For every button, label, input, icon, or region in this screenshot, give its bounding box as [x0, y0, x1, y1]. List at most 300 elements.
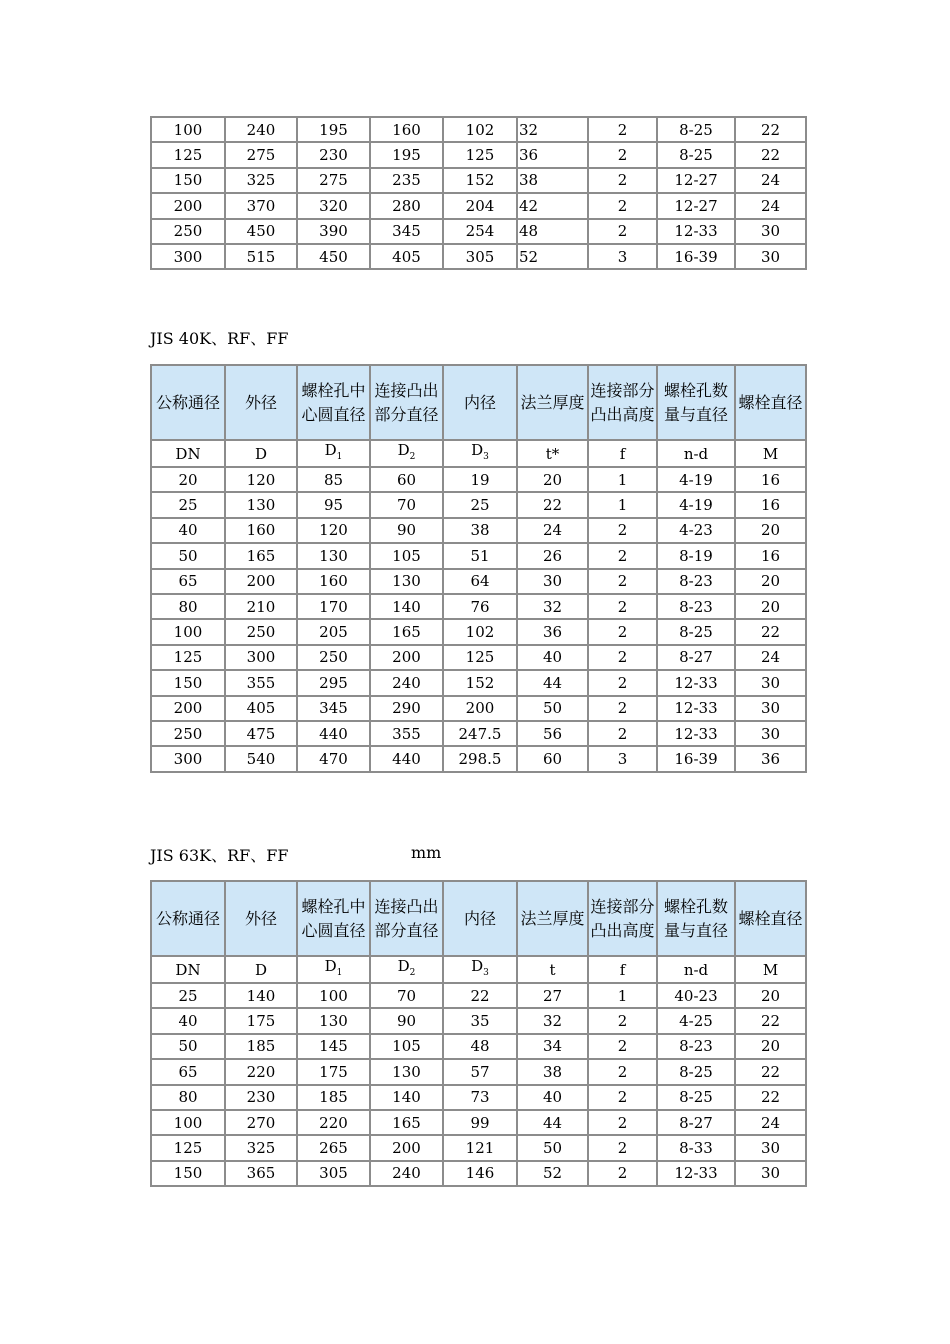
table-cell: 140: [225, 983, 297, 1008]
table-cell: 24: [735, 1110, 806, 1135]
table-cell: 170: [297, 594, 370, 619]
table-cell: 22: [735, 619, 806, 644]
table-cell: 130: [297, 543, 370, 568]
header-cell: 公称通径: [151, 881, 225, 956]
table-cell: 275: [225, 142, 297, 167]
table-cell: 2: [588, 1161, 657, 1186]
table-cell: 165: [370, 1110, 443, 1135]
table-cell: 30: [517, 569, 588, 594]
table-cell: 1: [588, 492, 657, 517]
table-row: [151, 569, 806, 594]
table-cell: 130: [297, 1008, 370, 1033]
table-cell: 2: [588, 1034, 657, 1059]
table-cell: 99: [443, 1110, 517, 1135]
table-cell: 40: [151, 518, 225, 543]
table-cell: 24: [517, 518, 588, 543]
table-cell: 8-25: [657, 1085, 735, 1110]
table-cell: 2: [588, 168, 657, 193]
table-row: [151, 721, 806, 746]
table-cell: 50: [517, 1135, 588, 1160]
symbol-subscript: 3: [483, 452, 489, 462]
table-cell: 24: [735, 193, 806, 218]
table-cell: 19: [443, 467, 517, 492]
table-row: [151, 168, 806, 193]
table-cell: 8-25: [657, 619, 735, 644]
table-cell: 2: [588, 1008, 657, 1033]
section-title-40k: JIS 40K、RF、FF: [150, 329, 289, 348]
table-cell: 40-23: [657, 983, 735, 1008]
table-cell: 100: [297, 983, 370, 1008]
table-cell: 2: [588, 142, 657, 167]
table-cell: 230: [225, 1085, 297, 1110]
symbol-cell: f: [588, 956, 657, 983]
table-cell: 22: [735, 117, 806, 142]
table-cell: 2: [588, 670, 657, 695]
table-cell: 300: [225, 645, 297, 670]
symbol-cell: t: [517, 956, 588, 983]
table-cell: 4-19: [657, 467, 735, 492]
table-cell: 220: [225, 1059, 297, 1084]
table-cell: 20: [735, 518, 806, 543]
table-cell: 145: [297, 1034, 370, 1059]
header-cell: 内径: [443, 365, 517, 440]
table-cell: 325: [225, 168, 297, 193]
table-cell: 105: [370, 1034, 443, 1059]
symbol-cell: n-d: [657, 956, 735, 983]
symbol-row: [151, 956, 806, 983]
table-cell: 20: [735, 1034, 806, 1059]
table-cell: 235: [370, 168, 443, 193]
symbol-text: D: [397, 957, 410, 975]
section-title-63k: JIS 63K、RF、FF: [150, 846, 289, 865]
table-cell: 250: [151, 219, 225, 244]
table-cell: 345: [297, 696, 370, 721]
table-cell: 48: [443, 1034, 517, 1059]
header-cell: 螺栓直径: [735, 881, 806, 956]
header-cell: 螺栓孔中心圆直径: [297, 881, 370, 956]
header-cell: 连接部分凸出高度: [588, 365, 657, 440]
table-cell: 265: [297, 1135, 370, 1160]
table-cell: 22: [443, 983, 517, 1008]
table-row: [151, 594, 806, 619]
table-cell: 56: [517, 721, 588, 746]
table-row: [151, 142, 806, 167]
table-cell: 90: [370, 518, 443, 543]
table-cell: 130: [370, 1059, 443, 1084]
table-cell: 34: [517, 1034, 588, 1059]
table-row: [151, 1008, 806, 1033]
table-cell: 12-33: [657, 696, 735, 721]
table-row: [151, 983, 806, 1008]
header-cell: 连接凸出部分直径: [370, 365, 443, 440]
table-cell: 2: [588, 569, 657, 594]
table-cell: 8-23: [657, 569, 735, 594]
table-cell: 125: [443, 142, 517, 167]
table-cell: 52: [517, 244, 588, 269]
header-cell: 内径: [443, 881, 517, 956]
table-cell: 26: [517, 543, 588, 568]
table-cell: 65: [151, 569, 225, 594]
table-cell: 30: [735, 721, 806, 746]
table-cell: 38: [517, 168, 588, 193]
table-row: [151, 1161, 806, 1186]
table-cell: 30: [735, 1161, 806, 1186]
table-cell: 160: [225, 518, 297, 543]
table-cell: 105: [370, 543, 443, 568]
table-cell: 247.5: [443, 721, 517, 746]
table-cell: 325: [225, 1135, 297, 1160]
table-cell: 2: [588, 518, 657, 543]
table-cell: 300: [151, 244, 225, 269]
table-cell: 32: [517, 594, 588, 619]
flange-table-continued: [150, 116, 807, 270]
table-cell: 365: [225, 1161, 297, 1186]
table-cell: 200: [370, 1135, 443, 1160]
table-cell: 8-25: [657, 142, 735, 167]
table-cell: 3: [588, 244, 657, 269]
table-cell: 8-27: [657, 1110, 735, 1135]
table-cell: 305: [443, 244, 517, 269]
table-cell: 450: [225, 219, 297, 244]
table-cell: 1: [588, 467, 657, 492]
table-cell: 160: [370, 117, 443, 142]
table-row: [151, 492, 806, 517]
table-cell: 8-27: [657, 645, 735, 670]
table-cell: 102: [443, 117, 517, 142]
table-cell: 44: [517, 670, 588, 695]
table-cell: 22: [735, 1085, 806, 1110]
table-cell: 300: [151, 746, 225, 771]
symbol-cell: [443, 956, 517, 983]
table-cell: 60: [370, 467, 443, 492]
table-cell: 2: [588, 1085, 657, 1110]
table-cell: 8-25: [657, 117, 735, 142]
table-cell: 390: [297, 219, 370, 244]
table-row: [151, 467, 806, 492]
table-cell: 200: [443, 696, 517, 721]
table-cell: 42: [517, 193, 588, 218]
table-cell: 160: [297, 569, 370, 594]
table-cell: 95: [297, 492, 370, 517]
table-cell: 275: [297, 168, 370, 193]
table-cell: 205: [297, 619, 370, 644]
table-cell: 32: [517, 117, 588, 142]
table-cell: 80: [151, 594, 225, 619]
table-cell: 2: [588, 721, 657, 746]
symbol-text: D: [324, 957, 337, 975]
table-cell: 355: [370, 721, 443, 746]
table-cell: 185: [297, 1085, 370, 1110]
table-cell: 4-23: [657, 518, 735, 543]
table-cell: 2: [588, 543, 657, 568]
symbol-cell: t*: [517, 440, 588, 467]
header-cell: 螺栓直径: [735, 365, 806, 440]
table-cell: 2: [588, 117, 657, 142]
table-cell: 27: [517, 983, 588, 1008]
table-cell: 200: [225, 569, 297, 594]
table-cell: 146: [443, 1161, 517, 1186]
table-cell: 40: [151, 1008, 225, 1033]
table-cell: 405: [370, 244, 443, 269]
table-cell: 102: [443, 619, 517, 644]
table-cell: 305: [297, 1161, 370, 1186]
table-cell: 36: [735, 746, 806, 771]
table-cell: 254: [443, 219, 517, 244]
table-row: [151, 619, 806, 644]
table-cell: 80: [151, 1085, 225, 1110]
table-cell: 8-19: [657, 543, 735, 568]
table-cell: 2: [588, 1135, 657, 1160]
unit-label: mm: [411, 843, 442, 862]
table-cell: 38: [443, 518, 517, 543]
table-cell: 195: [297, 117, 370, 142]
table-cell: 40: [517, 1085, 588, 1110]
table-cell: 150: [151, 168, 225, 193]
symbol-cell: D: [225, 956, 297, 983]
table-cell: 32: [517, 1008, 588, 1033]
table-cell: 12-33: [657, 219, 735, 244]
table-cell: 30: [735, 670, 806, 695]
table-cell: 250: [151, 721, 225, 746]
symbol-subscript: 2: [409, 968, 416, 978]
table-cell: 210: [225, 594, 297, 619]
table-cell: 30: [735, 696, 806, 721]
table-row: [151, 219, 806, 244]
table-cell: 22: [735, 1059, 806, 1084]
header-cell: 螺栓孔数量与直径: [657, 881, 735, 956]
table-row: [151, 1085, 806, 1110]
table-cell: 152: [443, 670, 517, 695]
symbol-cell: [443, 440, 517, 467]
table-cell: 12-27: [657, 168, 735, 193]
table-cell: 100: [151, 1110, 225, 1135]
table-cell: 8-23: [657, 1034, 735, 1059]
symbol-subscript: 3: [483, 968, 489, 978]
table-cell: 130: [225, 492, 297, 517]
table-cell: 220: [297, 1110, 370, 1135]
header-cell: 公称通径: [151, 365, 225, 440]
table-cell: 185: [225, 1034, 297, 1059]
table-cell: 125: [151, 645, 225, 670]
table-cell: 100: [151, 117, 225, 142]
table-cell: 125: [443, 645, 517, 670]
header-cell: 外径: [225, 881, 297, 956]
flange-table-40k: [150, 364, 807, 773]
table-cell: 120: [297, 518, 370, 543]
table-cell: 230: [297, 142, 370, 167]
symbol-cell: M: [735, 956, 806, 983]
table-cell: 65: [151, 1059, 225, 1084]
table-cell: 20: [735, 569, 806, 594]
table-cell: 152: [443, 168, 517, 193]
table-cell: 90: [370, 1008, 443, 1033]
header-cell: 外径: [225, 365, 297, 440]
table-cell: 440: [297, 721, 370, 746]
symbol-subscript: 1: [336, 968, 343, 978]
table-cell: 130: [370, 569, 443, 594]
table-row: [151, 1034, 806, 1059]
table-cell: 470: [297, 746, 370, 771]
table-row: [151, 117, 806, 142]
table-cell: 12-27: [657, 193, 735, 218]
table-cell: 22: [517, 492, 588, 517]
table-cell: 4-25: [657, 1008, 735, 1033]
table-cell: 20: [517, 467, 588, 492]
table-cell: 515: [225, 244, 297, 269]
table-cell: 150: [151, 1161, 225, 1186]
table-cell: 22: [735, 142, 806, 167]
table-cell: 50: [151, 543, 225, 568]
symbol-cell: [297, 440, 370, 467]
table-cell: 150: [151, 670, 225, 695]
table-cell: 30: [735, 1135, 806, 1160]
table-cell: 25: [151, 983, 225, 1008]
table-cell: 16: [735, 467, 806, 492]
symbol-cell: [297, 956, 370, 983]
table-cell: 73: [443, 1085, 517, 1110]
table-cell: 240: [225, 117, 297, 142]
table-row: [151, 193, 806, 218]
table-row: [151, 244, 806, 269]
table-cell: 8-25: [657, 1059, 735, 1084]
table-cell: 175: [225, 1008, 297, 1033]
table-cell: 44: [517, 1110, 588, 1135]
table-row: [151, 696, 806, 721]
table-cell: 200: [370, 645, 443, 670]
table-cell: 250: [297, 645, 370, 670]
table-cell: 165: [225, 543, 297, 568]
table-cell: 2: [588, 219, 657, 244]
table-cell: 16: [735, 492, 806, 517]
table-row: [151, 746, 806, 771]
symbol-cell: [370, 440, 443, 467]
table-cell: 240: [370, 1161, 443, 1186]
table-row: [151, 543, 806, 568]
table-cell: 370: [225, 193, 297, 218]
table-cell: 12-33: [657, 721, 735, 746]
table-cell: 85: [297, 467, 370, 492]
symbol-text: D: [397, 441, 410, 459]
header-cell: 法兰厚度: [517, 881, 588, 956]
table-cell: 120: [225, 467, 297, 492]
symbol-cell: M: [735, 440, 806, 467]
table-cell: 22: [735, 1008, 806, 1033]
table-cell: 12-33: [657, 670, 735, 695]
header-cell: 螺栓孔中心圆直径: [297, 365, 370, 440]
symbol-subscript: 2: [409, 452, 416, 462]
flange-table-63k: [150, 880, 807, 1187]
table-cell: 2: [588, 594, 657, 619]
table-cell: 76: [443, 594, 517, 619]
table-cell: 440: [370, 746, 443, 771]
header-cell: 螺栓孔数量与直径: [657, 365, 735, 440]
table-cell: 25: [151, 492, 225, 517]
table-cell: 280: [370, 193, 443, 218]
table-cell: 38: [517, 1059, 588, 1084]
table-cell: 30: [735, 244, 806, 269]
table-cell: 64: [443, 569, 517, 594]
header-row: [151, 365, 806, 440]
table-cell: 8-33: [657, 1135, 735, 1160]
table-cell: 48: [517, 219, 588, 244]
table-cell: 295: [297, 670, 370, 695]
table-cell: 298.5: [443, 746, 517, 771]
table-cell: 475: [225, 721, 297, 746]
table-cell: 450: [297, 244, 370, 269]
table-row: [151, 518, 806, 543]
symbol-text: D: [471, 957, 484, 975]
table-cell: 20: [151, 467, 225, 492]
symbol-cell: [370, 956, 443, 983]
table-cell: 540: [225, 746, 297, 771]
table-cell: 2: [588, 1059, 657, 1084]
symbol-text: D: [471, 441, 484, 459]
table-cell: 2: [588, 696, 657, 721]
symbol-cell: f: [588, 440, 657, 467]
table-cell: 175: [297, 1059, 370, 1084]
table-cell: 3: [588, 746, 657, 771]
table-cell: 30: [735, 219, 806, 244]
table-cell: 24: [735, 645, 806, 670]
table-cell: 50: [151, 1034, 225, 1059]
table-cell: 240: [370, 670, 443, 695]
table-row: [151, 1059, 806, 1084]
table-cell: 57: [443, 1059, 517, 1084]
header-cell: 连接部分凸出高度: [588, 881, 657, 956]
table-cell: 70: [370, 492, 443, 517]
table-row: [151, 1135, 806, 1160]
symbol-cell: n-d: [657, 440, 735, 467]
table-cell: 50: [517, 696, 588, 721]
table-cell: 40: [517, 645, 588, 670]
table-cell: 36: [517, 142, 588, 167]
table-cell: 200: [151, 193, 225, 218]
table-cell: 2: [588, 193, 657, 218]
table-cell: 195: [370, 142, 443, 167]
table-cell: 140: [370, 594, 443, 619]
table-cell: 204: [443, 193, 517, 218]
table-row: [151, 1110, 806, 1135]
table-cell: 25: [443, 492, 517, 517]
header-cell: 连接凸出部分直径: [370, 881, 443, 956]
table-cell: 100: [151, 619, 225, 644]
symbol-text: D: [324, 441, 337, 459]
table-cell: 345: [370, 219, 443, 244]
table-cell: 2: [588, 1110, 657, 1135]
table-row: [151, 645, 806, 670]
symbol-subscript: 1: [336, 452, 343, 462]
table-cell: 70: [370, 983, 443, 1008]
symbol-row: [151, 440, 806, 467]
table-row: [151, 670, 806, 695]
table-cell: 60: [517, 746, 588, 771]
table-cell: 121: [443, 1135, 517, 1160]
table-cell: 405: [225, 696, 297, 721]
table-cell: 125: [151, 142, 225, 167]
table-cell: 51: [443, 543, 517, 568]
table-cell: 140: [370, 1085, 443, 1110]
table-cell: 8-23: [657, 594, 735, 619]
table-cell: 355: [225, 670, 297, 695]
table-cell: 270: [225, 1110, 297, 1135]
table-cell: 16: [735, 543, 806, 568]
table-cell: 12-33: [657, 1161, 735, 1186]
table-cell: 125: [151, 1135, 225, 1160]
table-cell: 52: [517, 1161, 588, 1186]
table-cell: 4-19: [657, 492, 735, 517]
table-cell: 35: [443, 1008, 517, 1033]
symbol-cell: D: [225, 440, 297, 467]
